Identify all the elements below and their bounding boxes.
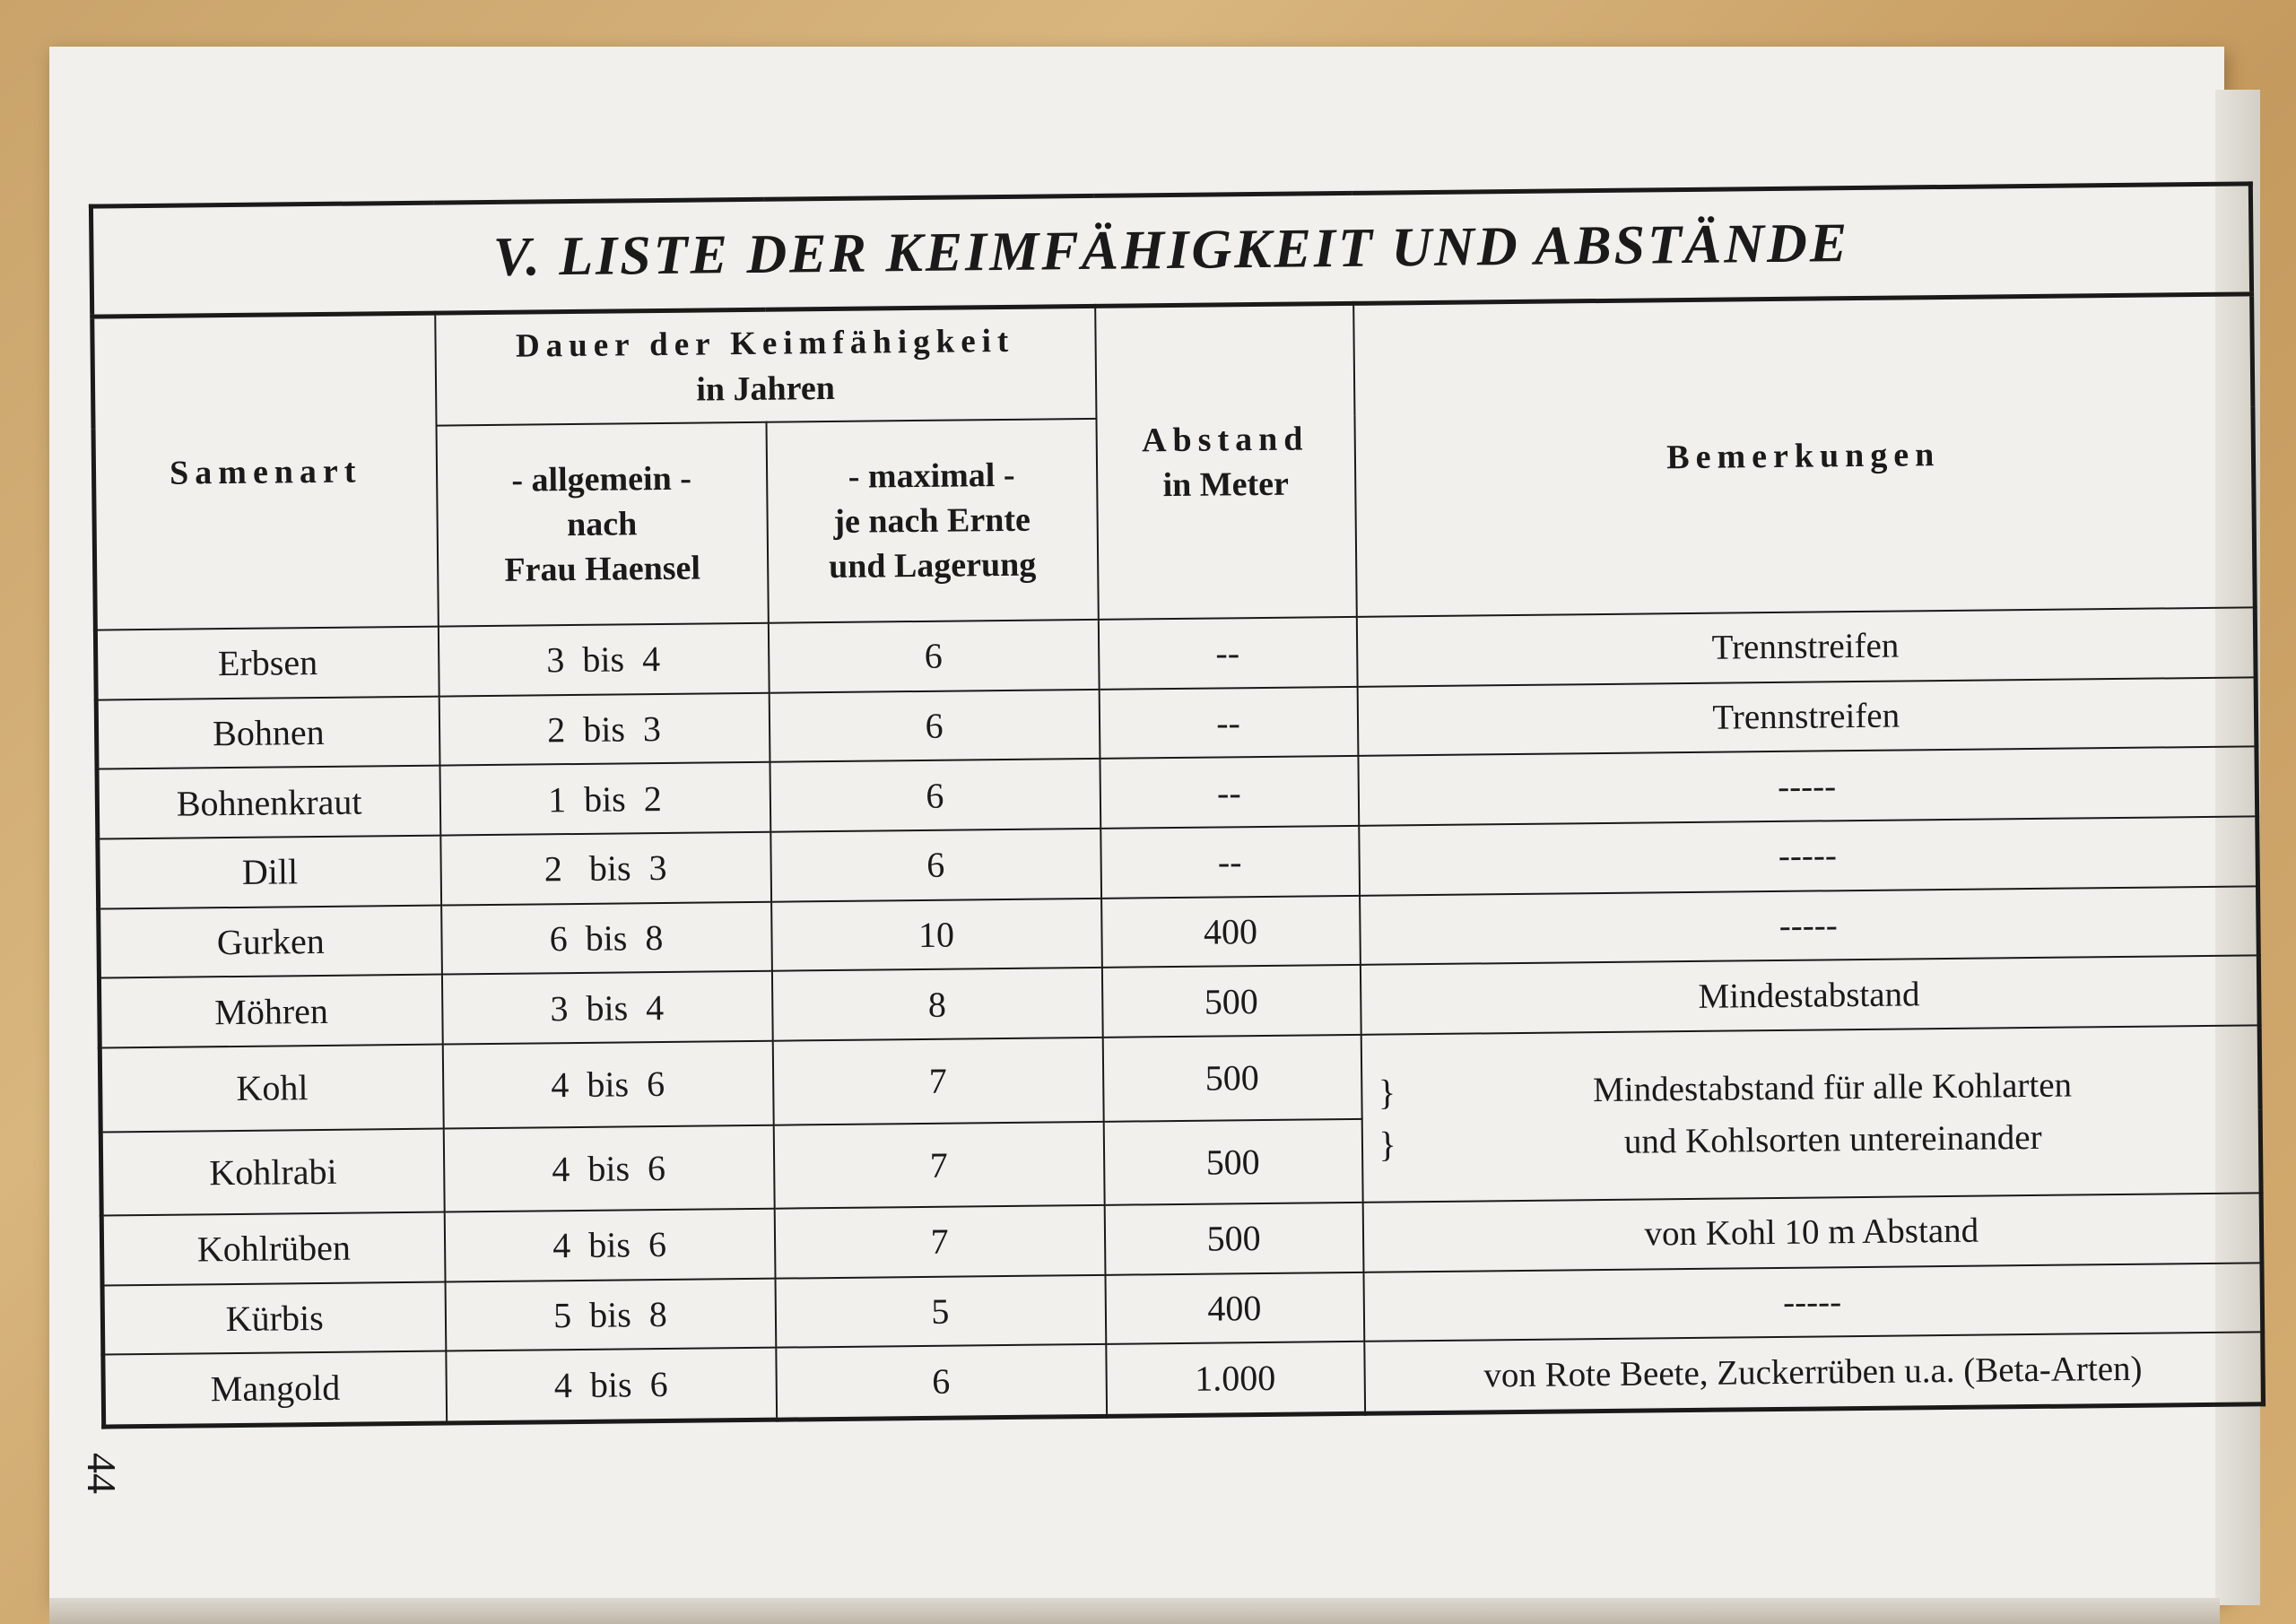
page-edge-bottom (49, 1598, 2220, 1624)
cell-remark: Trennstreifen (1357, 677, 2257, 756)
cell-distance: -- (1098, 617, 1357, 690)
cell-seed: Kohlrabi (100, 1128, 444, 1216)
cell-seed: Kohlrüben (101, 1212, 445, 1286)
brace-mark: } (1378, 1123, 1396, 1165)
header-duration-group (435, 306, 1096, 425)
page-number: 44 (79, 1453, 125, 1494)
cell-distance: -- (1099, 687, 1358, 760)
header-general-line-1: - allgemein - (511, 459, 692, 499)
cell-maximum: 6 (770, 829, 1101, 902)
header-distance (1095, 303, 1357, 619)
cell-general: 2 bis 3 (439, 692, 770, 766)
cell-remark: ----- (1360, 886, 2259, 965)
header-duration-line-1: Dauer der Keimfähigkeit (515, 322, 1015, 365)
table-title: V. LISTE DER KEIMFÄHIGKEIT UND ABSTÄNDE (91, 184, 2251, 317)
cell-distance: 400 (1105, 1272, 1364, 1345)
cell-general: 6 bis 8 (441, 901, 772, 975)
cell-seed: Bohnen (96, 696, 439, 769)
cell-maximum: 6 (768, 620, 1099, 693)
cell-maximum: 7 (774, 1205, 1105, 1279)
header-general-line-2: nach (566, 505, 638, 544)
kohl-remark-text-2: und Kohlsorten untereinander (1623, 1117, 2042, 1161)
cell-seed: Kürbis (102, 1281, 446, 1355)
header-distance-line-2: in Meter (1162, 465, 1290, 505)
cell-general: 1 bis 2 (439, 762, 770, 836)
kohl-remark-line-2 (1378, 1109, 2251, 1170)
germination-table-container (89, 181, 2261, 1429)
cell-seed: Erbsen (95, 627, 439, 700)
header-remarks: Bemerkungen (1353, 294, 2256, 617)
cell-seed: Mangold (103, 1351, 447, 1427)
cell-remark: ----- (1359, 816, 2258, 895)
header-duration-line-2: in Jahren (696, 369, 836, 409)
header-seed-type: Samenart (92, 313, 439, 630)
cell-distance: 400 (1101, 896, 1361, 968)
cell-maximum: 6 (769, 690, 1100, 763)
cell-general: 4 bis 6 (446, 1348, 777, 1423)
header-maximum-line-1: - maximal - (848, 456, 1015, 496)
header-maximum-line-2: je nach Ernte (833, 500, 1031, 541)
cell-maximum: 6 (776, 1344, 1107, 1420)
cell-general: 3 bis 4 (441, 971, 772, 1045)
cell-distance: 500 (1102, 1035, 1361, 1122)
cell-general: 3 bis 4 (438, 623, 769, 697)
cell-distance: 500 (1104, 1203, 1363, 1275)
header-distance-line-1: Abstand (1141, 420, 1309, 460)
cell-distance: -- (1100, 756, 1359, 829)
cell-maximum: 8 (771, 968, 1102, 1041)
cell-remark: Mindestabstand (1360, 956, 2259, 1035)
cell-remark-kohl-group (1361, 1025, 2261, 1203)
brace-mark: } (1378, 1071, 1396, 1113)
cell-remark: Trennstreifen (1356, 607, 2256, 686)
cell-remark: von Kohl 10 m Abstand (1362, 1193, 2262, 1272)
cell-general: 4 bis 6 (443, 1125, 774, 1211)
germination-table (89, 181, 2266, 1429)
cell-seed: Kohl (100, 1045, 443, 1133)
header-maximum-line-3: und Lagerung (828, 545, 1037, 586)
cell-maximum: 7 (773, 1121, 1104, 1208)
cell-distance: 500 (1101, 965, 1361, 1038)
header-general-line-3: Frau Haensel (504, 549, 701, 589)
kohl-remark-text-1: Mindestabstand für alle Kohlarten (1592, 1065, 2073, 1109)
kohl-remark-line-1 (1378, 1057, 2251, 1118)
cell-maximum: 10 (771, 899, 1102, 972)
cell-distance: 500 (1103, 1118, 1362, 1205)
cell-remark: von Rote Beete, Zuckerrüben u.a. (Beta-Arten) (1364, 1333, 2264, 1414)
cell-seed: Gurken (99, 905, 442, 978)
cell-distance: 1.000 (1106, 1342, 1365, 1416)
cell-maximum: 6 (770, 759, 1100, 832)
cell-remark: ----- (1358, 747, 2257, 826)
cell-maximum: 5 (775, 1275, 1106, 1349)
cell-general: 4 bis 6 (444, 1209, 775, 1282)
cell-remark: ----- (1363, 1263, 2263, 1342)
cell-distance: -- (1100, 826, 1360, 899)
cell-general: 5 bis 8 (445, 1278, 776, 1351)
header-row-1 (92, 294, 2253, 430)
cell-seed: Bohnenkraut (97, 766, 440, 839)
header-maximum (766, 419, 1098, 623)
cell-maximum: 7 (772, 1038, 1103, 1125)
cell-seed: Möhren (99, 975, 442, 1048)
cell-general: 2 bis 3 (440, 832, 771, 906)
cell-seed: Dill (98, 836, 441, 909)
header-general (436, 422, 768, 627)
cell-general: 4 bis 6 (442, 1041, 773, 1128)
